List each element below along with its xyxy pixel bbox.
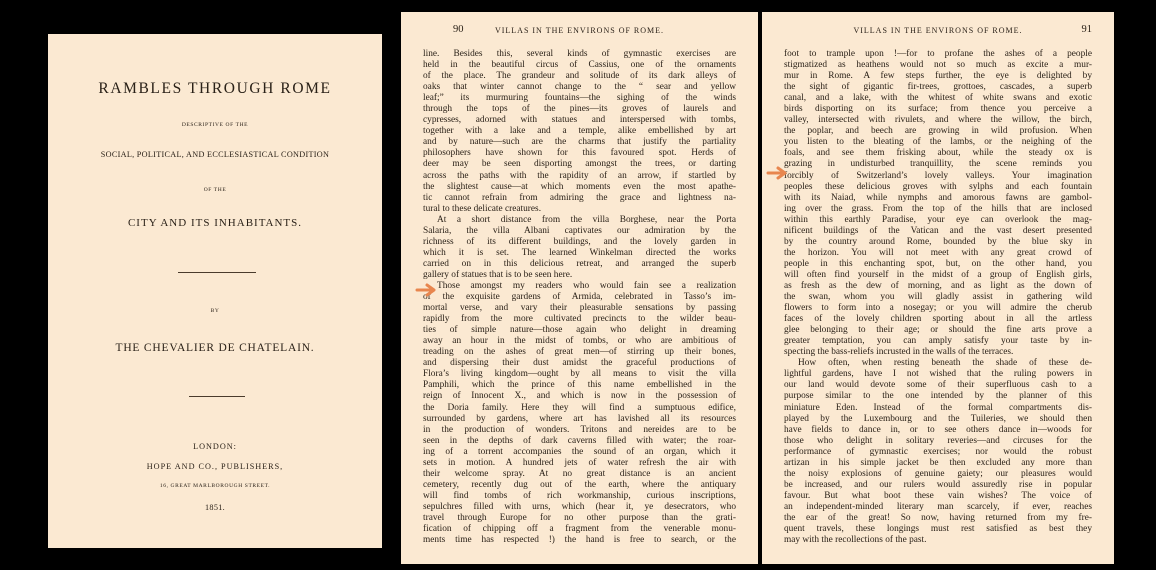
text-line: of the place. The grandeur and solitude of its dark alleys of [423, 71, 736, 82]
publisher-line: HOPE AND CO., PUBLISHERS, [146, 462, 284, 471]
text-line: which it is set. The learned Winkelman directed the works [423, 247, 736, 258]
text-line: sets in motion. A hundred jets of water refresh the air with [423, 457, 736, 468]
text-line: fication of chipping off a fragment from the venerable monu- [423, 524, 736, 535]
text-line: canal, and a lake, with the whitest of white swans and exotic [784, 93, 1092, 104]
page-text [423, 49, 736, 546]
text-line: mur in Rome. A few steps further, the eye is delighted by [784, 71, 1092, 82]
text-line: philosophers have shown for this favoured spot. Herds of [423, 148, 736, 159]
text-line: Flora’s living kingdom—ought by all means to visit the villa [423, 369, 736, 380]
text-line: the slightest cause—at which moments even the most apathe- [423, 181, 736, 192]
page-number: 91 [1081, 24, 1092, 35]
text-line: across the paths with the rapidity of an arrow, if startled by [423, 170, 736, 181]
text-line: travel through Europe for no other purpose than the grati- [423, 512, 736, 523]
of-the-line: OF THE [203, 187, 227, 193]
subject-line: SOCIAL, POLITICAL, AND ECCLESIASTICAL CONDITION [100, 150, 330, 159]
text-line: tic cannot refrain from admiring the grace and lightness na- [423, 192, 736, 203]
text-line: foot to trample upon !—for to profane the ashes of a people [784, 49, 1092, 59]
text-line: cemetery, recently dug out of the earth, where the antiquary [423, 479, 736, 490]
text-line: Those amongst my readers who would fain see a realization [437, 280, 736, 291]
text-line: have fields to dance in, or to see others dance in—woods for [784, 424, 1092, 435]
text-line: birds disporting on its surface; from thence you perceive a [784, 104, 1092, 115]
text-line: nificent buildings of the Vatican and the vast desert presented [784, 225, 1092, 236]
text-line: may with the recollections of the past. [784, 535, 927, 546]
text-line: away an hour in the midst of tombs, or who are ambitious of [423, 336, 736, 347]
text-line: faces of the lovely children sporting about in all the artless [784, 314, 1092, 325]
text-line: treading on the ashes of great men—of stirring up their bones, [423, 347, 736, 358]
text-line: oaks that winter cannot change to the “ sear and yellow [423, 82, 736, 93]
text-line: their welcome spray. At no great distance is an ancient [423, 468, 736, 479]
text-line: mortal verse, and vary their pleasurable sensations by passing [423, 303, 736, 314]
page-91 [762, 12, 1114, 564]
text-line: together with a lake and a temple, alike embellished by art [423, 126, 736, 137]
text-line: the horizon. You will not meet with any great crowd of [784, 247, 1092, 258]
text-line: the noisy explosions of genuine gaiety; our pleasures would [784, 468, 1092, 479]
text-line: our land would devote some of their superfluous cash to a [784, 380, 1092, 391]
page-90 [401, 12, 758, 564]
text-line: deer may be seen disporting amongst the trees, or darting [423, 159, 736, 170]
running-title: VILLAS IN THE ENVIRONS OF ROME. [494, 26, 665, 35]
descriptive-line: DESCRIPTIVE OF THE [181, 122, 249, 128]
divider-rule [178, 272, 256, 273]
arrow-right-icon [415, 283, 437, 297]
text-line: line. Besides this, several kinds of gymnastic exercises are [423, 49, 736, 59]
text-line: by the country around Rome, bounded by the blue sky in [784, 236, 1092, 247]
text-line: sepulchres filled with urns, which (hear it, ye desecrators, who [423, 501, 736, 512]
text-line: purpose similar to the one intended by the planner of this [784, 391, 1092, 402]
title-page [48, 34, 382, 548]
text-line: tural to these delicate creatures. [423, 203, 542, 214]
text-line: ments time has respected !) the hand is free to search, or the [423, 535, 736, 546]
text-line: reign of Innocent X., and which is now in the possession of [423, 391, 736, 402]
text-line: the swan, whom you will gladly assist in gathering wild [784, 292, 1092, 303]
text-line: leaf;” its murmuring fountains—the sighing of the winds [423, 93, 736, 104]
text-line: performance of gymnastic exercises; nor would the robust [784, 446, 1092, 457]
text-line: artizan in his simple jacket be then excluded any more than [784, 457, 1092, 468]
year-line: 1851. [205, 503, 225, 512]
text-line: foals, and see them frisking about, while the steady ox is [784, 148, 1092, 159]
text-line: flowers to form into a nosegay; or you will admire the cherub [784, 303, 1092, 314]
text-line: stigmatized as heathens would not so much as excite a mur- [784, 60, 1092, 71]
text-line: will often find yourself in the midst of a group of English girls, [784, 269, 1092, 280]
text-line: will find tombs of rich workmanship, curious inscriptions, [423, 490, 736, 501]
text-line: within this earthly Paradise, your eye can overlook the mag- [784, 214, 1092, 225]
text-line: At a short distance from the villa Borghese, near the Porta [437, 214, 736, 225]
text-line: gallery of statues that is to be seen here. [423, 269, 573, 280]
text-line: played by the Luxembourg and the Tuileries, we should then [784, 413, 1092, 424]
text-line: through the tops of the pines—its groves of laurels and [423, 104, 736, 115]
text-line: with its Naiad, while nymphs and amorous fawns are gambol- [784, 192, 1092, 203]
text-line: an independent-minded literary man scarcely, if ever, reaches [784, 501, 1092, 512]
text-line: and dispersing their dust amidst the graceful productions of [423, 358, 736, 369]
text-line: How often, when resting beneath the shade of these de- [798, 358, 1092, 369]
text-line: valley, intersected with rivulets, and where the willow, the birch, [784, 115, 1092, 126]
text-line: peoples these delicious groves with sylphs and each fountain [784, 181, 1092, 192]
text-line: greater temptation, you can amply satisfy your taste by in- [784, 336, 1092, 347]
text-line: the poplar, and beech are growing in wild profusion. When [784, 126, 1092, 137]
text-line: as fresh as the dew of morning, and as light as the down of [784, 280, 1092, 291]
text-line: the sight of gigantic fir-trees, grottoes, cascades, a superb [784, 82, 1092, 93]
address-line: 16, GREAT MARLBOROUGH STREET. [159, 483, 271, 489]
text-line: cypresses, adorned with statues and interspersed with tombs, [423, 115, 736, 126]
arrow-right-icon [766, 166, 788, 180]
text-line: richness of its different buildings, and the lovely garden in [423, 236, 736, 247]
city-line: CITY AND ITS INHABITANTS. [127, 217, 303, 229]
text-line: ties of simple nature—those again who delight in dreaming [423, 325, 736, 336]
text-line: forcibly of Switzerland’s lovely valleys. Your imagination [784, 170, 1092, 181]
text-line: quent travels, these longings must rest satisfied as best they [784, 524, 1092, 535]
page-number: 90 [453, 24, 464, 35]
author-line: THE CHEVALIER DE CHATELAIN. [115, 342, 315, 354]
text-line: grazing in undisturbed tranquillity, the scene reminds you [784, 159, 1092, 170]
text-line: glee belonging to their age; or should the fine arts prove a [784, 325, 1092, 336]
page-text [784, 49, 1092, 546]
text-line: seen in the depths of dark caverns filled with water; the roar- [423, 435, 736, 446]
text-line: and by nature—such are the charms that justify the partiality [423, 137, 736, 148]
text-line: specting the bass-reliefs incrusted in the walls of the terraces. [784, 347, 1014, 358]
text-line: carried on in this delicious retreat, and arranged the superb [423, 258, 736, 269]
text-line: ing over the grass. From the top of the hills that are inclosed [784, 203, 1092, 214]
divider-rule-2 [189, 396, 245, 397]
text-line: you listen to the bleating of the lambs, or the neighing of the [784, 137, 1092, 148]
text-line: people in this enchanting spot, but, on the other hand, you [784, 258, 1092, 269]
text-line: be increased, and our rulers would assuredly rise in popular [784, 479, 1092, 490]
by-line: BY [210, 308, 220, 314]
text-line: Pamphili, which the prince of this name embellished in the [423, 380, 736, 391]
text-line: lightful gardens, have I not wished that the ruling powers in [784, 369, 1092, 380]
text-line: miniature Eden. Instead of the formal compartments dis- [784, 402, 1092, 413]
book-title: RAMBLES THROUGH ROME [98, 80, 332, 97]
text-line: of the exquisite gardens of Armida, celebrated in Tasso’s im- [423, 292, 736, 303]
text-line: favour. But what boot these vain wishes? The voice of [784, 490, 1092, 501]
text-line: held in the beautiful circus of Cassius, one of the ornaments [423, 60, 736, 71]
place-line: LONDON: [193, 442, 237, 451]
text-line: the ear of the great! So now, having returned from my fre- [784, 512, 1092, 523]
text-line: those who delight in solitary reveries—and circuses for the [784, 435, 1092, 446]
text-line: Salaria, the villa Albani captivates our admiration by the [423, 225, 736, 236]
text-line: in the production of wonders. Tritons and nereides are to be [423, 424, 736, 435]
running-head [423, 26, 736, 40]
running-head [784, 26, 1092, 40]
text-line: the Doria family. Here they will find a sumptuous edifice, [423, 402, 736, 413]
text-line: surrounded by gardens, where art has lavished all its resources [423, 413, 736, 424]
text-line: ing of a torrent accompanies the sound of an organ, which it [423, 446, 736, 457]
text-line: rapidly from the more cultivated precincts to the wilder beau- [423, 314, 736, 325]
running-title: VILLAS IN THE ENVIRONS OF ROME. [853, 26, 1023, 35]
